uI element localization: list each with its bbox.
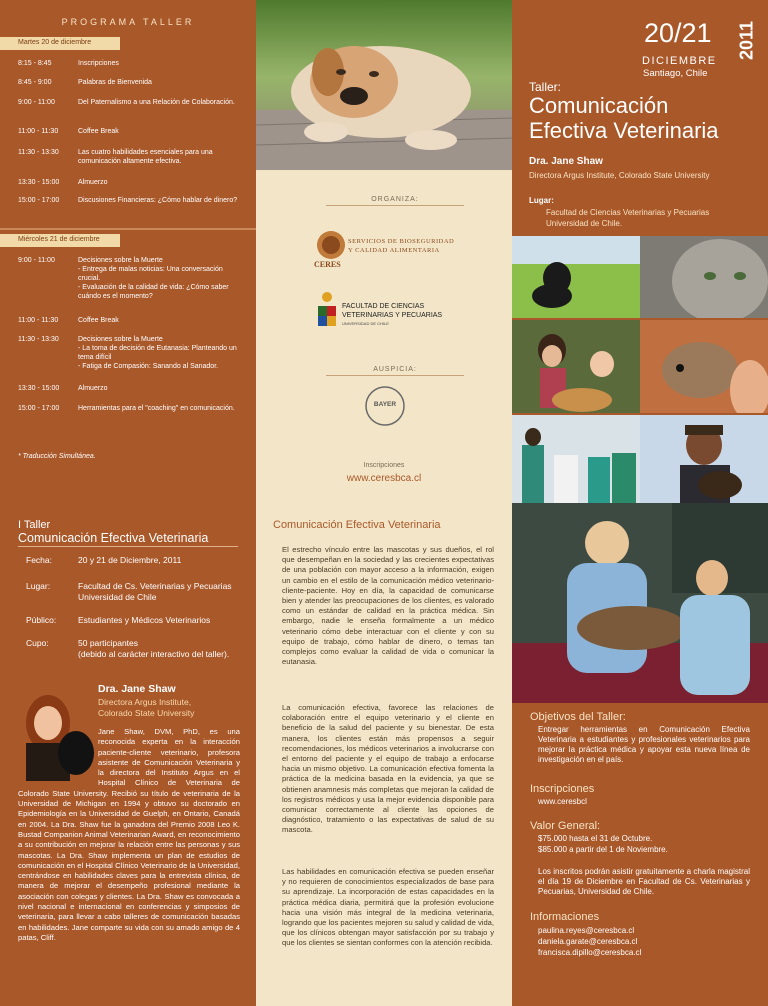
info-label: Lugar: xyxy=(26,581,51,591)
vet-exam-photo xyxy=(512,503,768,703)
bio-role-2: Colorado State University xyxy=(98,708,195,718)
schedule-time: 9:00 - 11:00 xyxy=(18,257,55,264)
objectives-title: Objetivos del Taller: xyxy=(530,711,626,723)
clinic-team-photo xyxy=(512,415,640,503)
info-value: 50 participantes (debido al carácter interactivo del taller). xyxy=(78,638,230,659)
schedule-time: 11:30 - 13:30 xyxy=(18,336,59,343)
bayer-logo: BAYER xyxy=(364,385,406,427)
bio-name: Dra. Jane Shaw xyxy=(98,683,176,695)
title-underline xyxy=(18,546,238,547)
schedule-time: 11:00 - 11:30 xyxy=(18,128,59,135)
man-with-dog-photo xyxy=(640,415,768,503)
title-line-1: Comunicación xyxy=(529,93,669,118)
article-paragraph-1: El estrecho vínculo entre las mascotas y sus dueños, el rol que desempeñan en la sociedad y las crecientes expectativas de una población con mayor acceso a la información, exigen un cambio en el estilo de la comunicación médico veterinario-cliente-paciente. Hoy en día, la capacidad de comunicarse bien y atender las preocupaciones de los clientes, es valorado como un estándar de calidad en la práctica médica. Sin embargo, nadie le enseña formalmente a un médico veterinario cómo debe interactuar con el cliente y con su equipo de trabajo, cómo hablar de dinero, o temas tan complejos como evaluar la calidad de vida o comunicar la eutanasia. xyxy=(282,545,494,667)
cover-panel xyxy=(512,0,768,503)
translation-note: * Traducción Simultánea. xyxy=(18,453,96,460)
event-month: DICIEMBRE xyxy=(642,55,717,67)
price-note: Los inscritos podrán asistir gratuitamente a charla magistral el día 19 de Diciembre en Facultad de Cs. Veterinarias y Pecuarias, Universidad de Chile. xyxy=(538,867,750,896)
info-value: Estudiantes y Médicos Veterinarios xyxy=(78,615,211,625)
ceres-logo: CERES SERVICIOS DE BIOSEGURIDAD Y CALIDAD ALIMENTARIA xyxy=(314,230,504,270)
lugar-line-1: Facultad de Ciencias Veterinarias y Pecuarias xyxy=(546,208,710,217)
schedule-desc: Palabras de Bienvenida xyxy=(78,79,152,86)
article-paragraph-2: La comunicación efectiva, favorece las relaciones de colaboración entre el equipo veterinario y el cliente en beneficio de la salud del paciente y su bienestar. De esta manera, los clientes están más propensos a seguir recomendaciones, los médicos veterinarios a involucrarse con el entorno del paciente y el equipo de trabajo a enfocarse hacia un mismo objetivo. La comunicación efectiva fomenta la práctica de la medicina basada en la evidencia, ya que se obtienen anamnesis más completas que mejoran la calidad de los registros médicos y usa la mejor evidencia disponible para comunicar correctamente al cliente las opciones de diagnóstico, tratamiento o las expectativas de salud de su mascota. xyxy=(282,703,494,835)
contact-email-3[interactable]: francisca.dipillo@ceresbca.cl xyxy=(538,948,642,957)
article-title: Comunicación Efectiva Veterinaria xyxy=(273,519,441,531)
schedule-desc: Decisiones sobre la Muerte - Entrega de malas noticias: Una conversación crucial. - Evaluación de la calidad de vida: ¿Cómo saber cuándo es el momento? xyxy=(78,257,229,300)
schedule-time: 8:15 - 8:45 xyxy=(18,60,52,67)
price-late: $85.000 a partir del 1 de Noviembre. xyxy=(538,845,668,854)
sponsors-panel xyxy=(256,0,512,503)
schedule-time: 15:00 - 17:00 xyxy=(18,405,60,412)
day1-label: Martes 20 de diciembre xyxy=(0,37,120,50)
contact-title: Informaciones xyxy=(530,911,600,923)
schedule-time: 13:30 - 15:00 xyxy=(18,385,60,392)
inscripciones-label: Inscripciones xyxy=(363,462,405,469)
ceres-emblem-icon xyxy=(314,230,348,264)
schedule-time: 15:00 - 17:00 xyxy=(18,197,60,204)
auspicia-label: AUSPICIA: xyxy=(326,366,464,376)
event-dates: 20/21 xyxy=(644,18,712,48)
divider xyxy=(0,228,256,230)
bio-role-1: Directora Argus Institute, xyxy=(98,697,192,707)
website-link[interactable]: www.ceresbca.cl xyxy=(346,473,422,484)
program-header: PROGRAMA TALLER xyxy=(61,17,195,27)
schedule-time: 11:00 - 11:30 xyxy=(18,317,59,324)
info-label: Cupo: xyxy=(26,638,49,648)
details-panel xyxy=(512,503,768,1006)
day2-label: Miércoles 21 de diciembre xyxy=(0,234,120,247)
info-value: 20 y 21 de Diciembre, 2011 xyxy=(78,555,182,565)
puppy-photo xyxy=(256,0,512,170)
program-panel xyxy=(0,0,256,503)
registration-url[interactable]: www.ceresbcl xyxy=(538,797,587,806)
schedule-desc: Decisiones sobre la Muerte - La toma de decisión de Eutanasia: Planteando un tema difícil - Fatiga de Compasión: Sanando al Sanador. xyxy=(78,336,237,370)
schedule-desc: Discusiones Financieras: ¿Cómo hablar de dinero? xyxy=(78,197,238,204)
schedule-time: 11:30 - 13:30 xyxy=(18,149,59,156)
schedule-desc: Almuerzo xyxy=(78,385,108,392)
schedule-desc: Almuerzo xyxy=(78,179,108,186)
schedule-desc: Coffee Break xyxy=(78,128,119,135)
event-city: Santiago, Chile xyxy=(643,68,708,79)
taller-label: Taller: xyxy=(529,80,562,94)
registration-title: Inscripciones xyxy=(530,783,595,795)
contact-email-2[interactable]: daniela.garate@ceresbca.cl xyxy=(538,937,638,946)
faculty-logo: FACULTAD DE CIENCIAS VETERINARIAS Y PECUARIAS UNIVERSIDAD DE CHILE xyxy=(316,290,506,335)
schedule-time: 8:45 - 9:00 xyxy=(18,79,52,86)
info-value: Facultad de Cs. Veterinarias y Pecuarias Universidad de Chile xyxy=(78,581,232,602)
schedule-desc: Coffee Break xyxy=(78,317,119,324)
schedule-time: 13:30 - 15:00 xyxy=(18,179,60,186)
info-title: Comunicación Efectiva Veterinaria xyxy=(18,531,209,545)
lugar-line-2: Universidad de Chile. xyxy=(546,219,623,228)
objectives-text: Entregar herramientas en Comunicación Efectiva Veterinaria a estudiantes y profesionales veterinarios para mejorar la práctica médica y apoyar esta nueva línea de investigación en el país. xyxy=(538,725,750,764)
children-with-dog-photo xyxy=(512,320,640,413)
info-label: Fecha: xyxy=(26,555,52,565)
contact-email-1[interactable]: paulina.reyes@ceresbca.cl xyxy=(538,926,635,935)
hamster-photo xyxy=(640,320,768,413)
lugar-label: Lugar: xyxy=(529,196,554,205)
bio-text: Jane Shaw, DVM, PhD, es una reconocida experta en la interacción paciente-cliente veterinario, profesora asistente de Comunicación Veterinaria y la directora del Instituto Argus en el Hospital Clínico de Veterinaria de Colorado State University. Recibió su título de veterinaria de la Universidad de Michigan en 1994 y obtuvo su doctorado en Epidemiología en la Universidad de Guelph, en Ontario, Canadá en 2004. La Dra. Shaw fue la ganadora del Premio 2008 Leo K. Bustad Companion Animal Veterinarian Award, en reconocimiento a su contribución en mejorar la relación entre las personas y sus mascotas. La Dra. Shaw implementa un plan de estudios de comunicación en el Hospital Clínico Veterinario de la Universidad, centrándose en habilidades claves para la entrevista clínica, de manera de mejorar el desempeño profesional mediante la asociación con colegas y clientes. La Dra. Shaw es convocada a nivel nacional e internacional en conferencias y simposios de veterinaria, para llevar a cabo talleres de comunicación basadas en habilidades. Jane comparte su vida con su amado amigo de 4 patas, Cliff. xyxy=(18,727,240,942)
price-early: $75.000 hasta el 31 de Octubre. xyxy=(538,834,653,843)
speaker-name: Dra. Jane Shaw xyxy=(529,156,603,167)
event-year: 2011 xyxy=(736,20,757,61)
article-panel xyxy=(256,503,512,1006)
schedule-desc: Del Paternalismo a una Relación de Colaboración. xyxy=(78,99,235,106)
article-paragraph-3: Las habilidades en comunicación efectiva se pueden enseñar y no requieren de conocimientos especializados de base para su aprendizaje. La incorporación de estas capacidades en la práctica médica diaria, permitirá que la profesión evolucione hacia una visión más integral de la medicina veterinaria, logrando que los pacientes mejoren su salud y calidad de vida, que los clínicos obtengan mayor satisfacción por su trabajo y que los clientes se sientan conformes con la atención recibida. xyxy=(282,867,494,948)
taller-edition: I Taller xyxy=(18,519,51,531)
schedule-desc: Herramientas para el "coaching" en comunicación. xyxy=(78,405,235,412)
info-panel xyxy=(0,503,256,1006)
organiza-label: ORGANIZA: xyxy=(326,196,464,206)
speaker-role: Directora Argus Institute, Colorado State University xyxy=(529,171,710,180)
title-line-2: Efectiva Veterinaria xyxy=(529,118,719,143)
price-title: Valor General: xyxy=(530,820,601,832)
schedule-time: 9:00 - 11:00 xyxy=(18,99,55,106)
dog-on-grass-photo xyxy=(512,236,640,318)
schedule-desc: Inscripciones xyxy=(78,60,119,67)
schedule-desc: Las cuatro habilidades esenciales para una comunicación altamente efectiva. xyxy=(78,149,213,165)
cat-photo xyxy=(640,236,768,318)
faculty-crest-icon xyxy=(316,290,338,330)
info-label: Público: xyxy=(26,615,57,625)
